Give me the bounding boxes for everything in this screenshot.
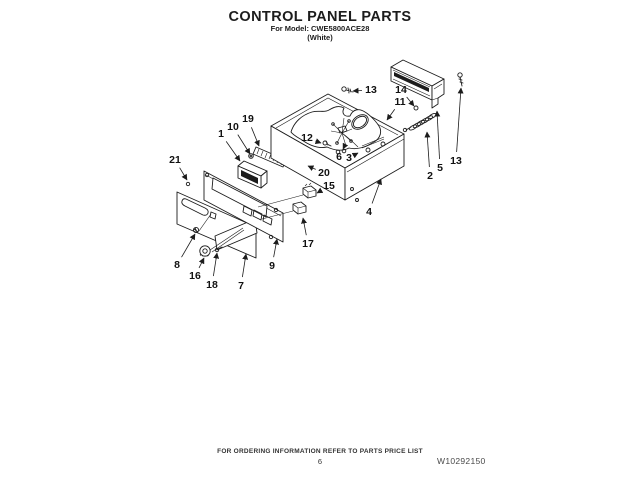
push-nut-14 <box>414 106 418 110</box>
callout-leader-7-6 <box>242 254 246 277</box>
callout-label-13-12: 13 <box>365 84 377 96</box>
callout-leader-9-8 <box>274 239 277 257</box>
callout-leader-17-17 <box>303 218 306 235</box>
callout-label-8-7: 8 <box>174 259 180 271</box>
callout-label-2-1: 2 <box>427 170 433 182</box>
callout-label-16-16: 16 <box>189 270 201 282</box>
finish-line: (White) <box>307 33 333 42</box>
callout-leader-5-4 <box>437 111 440 159</box>
callout-leader-10-9 <box>238 135 250 154</box>
callout-label-17-17: 17 <box>302 238 314 250</box>
callout-leader-2-1 <box>427 132 429 167</box>
spring-2 <box>403 112 437 131</box>
ordering-note: FOR ORDERING INFORMATION REFER TO PARTS PRICE LIST <box>217 448 423 455</box>
callout-leader-16-16 <box>199 258 204 268</box>
page-title: CONTROL PANEL PARTS <box>228 9 412 25</box>
callout-label-9-8: 9 <box>269 260 275 272</box>
display-module <box>238 161 267 188</box>
callout-label-20-20: 20 <box>318 167 330 179</box>
callout-label-18-18: 18 <box>206 279 218 291</box>
callout-label-15-15: 15 <box>323 180 335 192</box>
knob-16 <box>200 246 210 256</box>
callout-leader-1-0 <box>226 141 240 161</box>
callout-label-7-6: 7 <box>238 280 244 292</box>
callout-leader-11-10 <box>387 109 395 120</box>
control-housing <box>271 94 404 202</box>
document-number: W10292150 <box>437 456 486 466</box>
page-number: 6 <box>317 457 323 466</box>
spacer-bushing <box>249 154 254 159</box>
callout-label-6-5: 6 <box>336 151 342 163</box>
callout-label-1-0: 1 <box>218 128 224 140</box>
callout-leader-14-14 <box>407 97 414 106</box>
screw-13-top <box>342 87 353 93</box>
callout-label-21-21: 21 <box>169 154 181 166</box>
callout-label-10-9: 10 <box>227 121 239 133</box>
callout-label-4-3: 4 <box>366 206 372 218</box>
callout-leader-15-15 <box>317 191 321 193</box>
callout-leader-13-12 <box>353 90 362 91</box>
callout-leader-18-18 <box>213 253 217 276</box>
callout-label-13-13: 13 <box>450 155 462 167</box>
switch-15 <box>258 183 316 207</box>
model-line: For Model: CWE5800ACE28 <box>270 24 370 33</box>
callout-label-5-4: 5 <box>437 162 443 174</box>
callout-leader-21-21 <box>180 168 187 180</box>
callout-label-3-2: 3 <box>346 152 352 164</box>
callout-leader-8-7 <box>182 234 195 257</box>
callout-label-11-10: 11 <box>394 96 406 108</box>
callout-label-14-14: 14 <box>395 84 407 96</box>
screw-13-right <box>458 73 463 86</box>
callout-leader-13-13 <box>457 88 461 152</box>
callout-leader-3-2 <box>357 153 358 154</box>
callout-label-19-19: 19 <box>242 113 254 125</box>
callout-leader-19-19 <box>251 127 259 146</box>
callout-label-12-11: 12 <box>301 132 313 144</box>
